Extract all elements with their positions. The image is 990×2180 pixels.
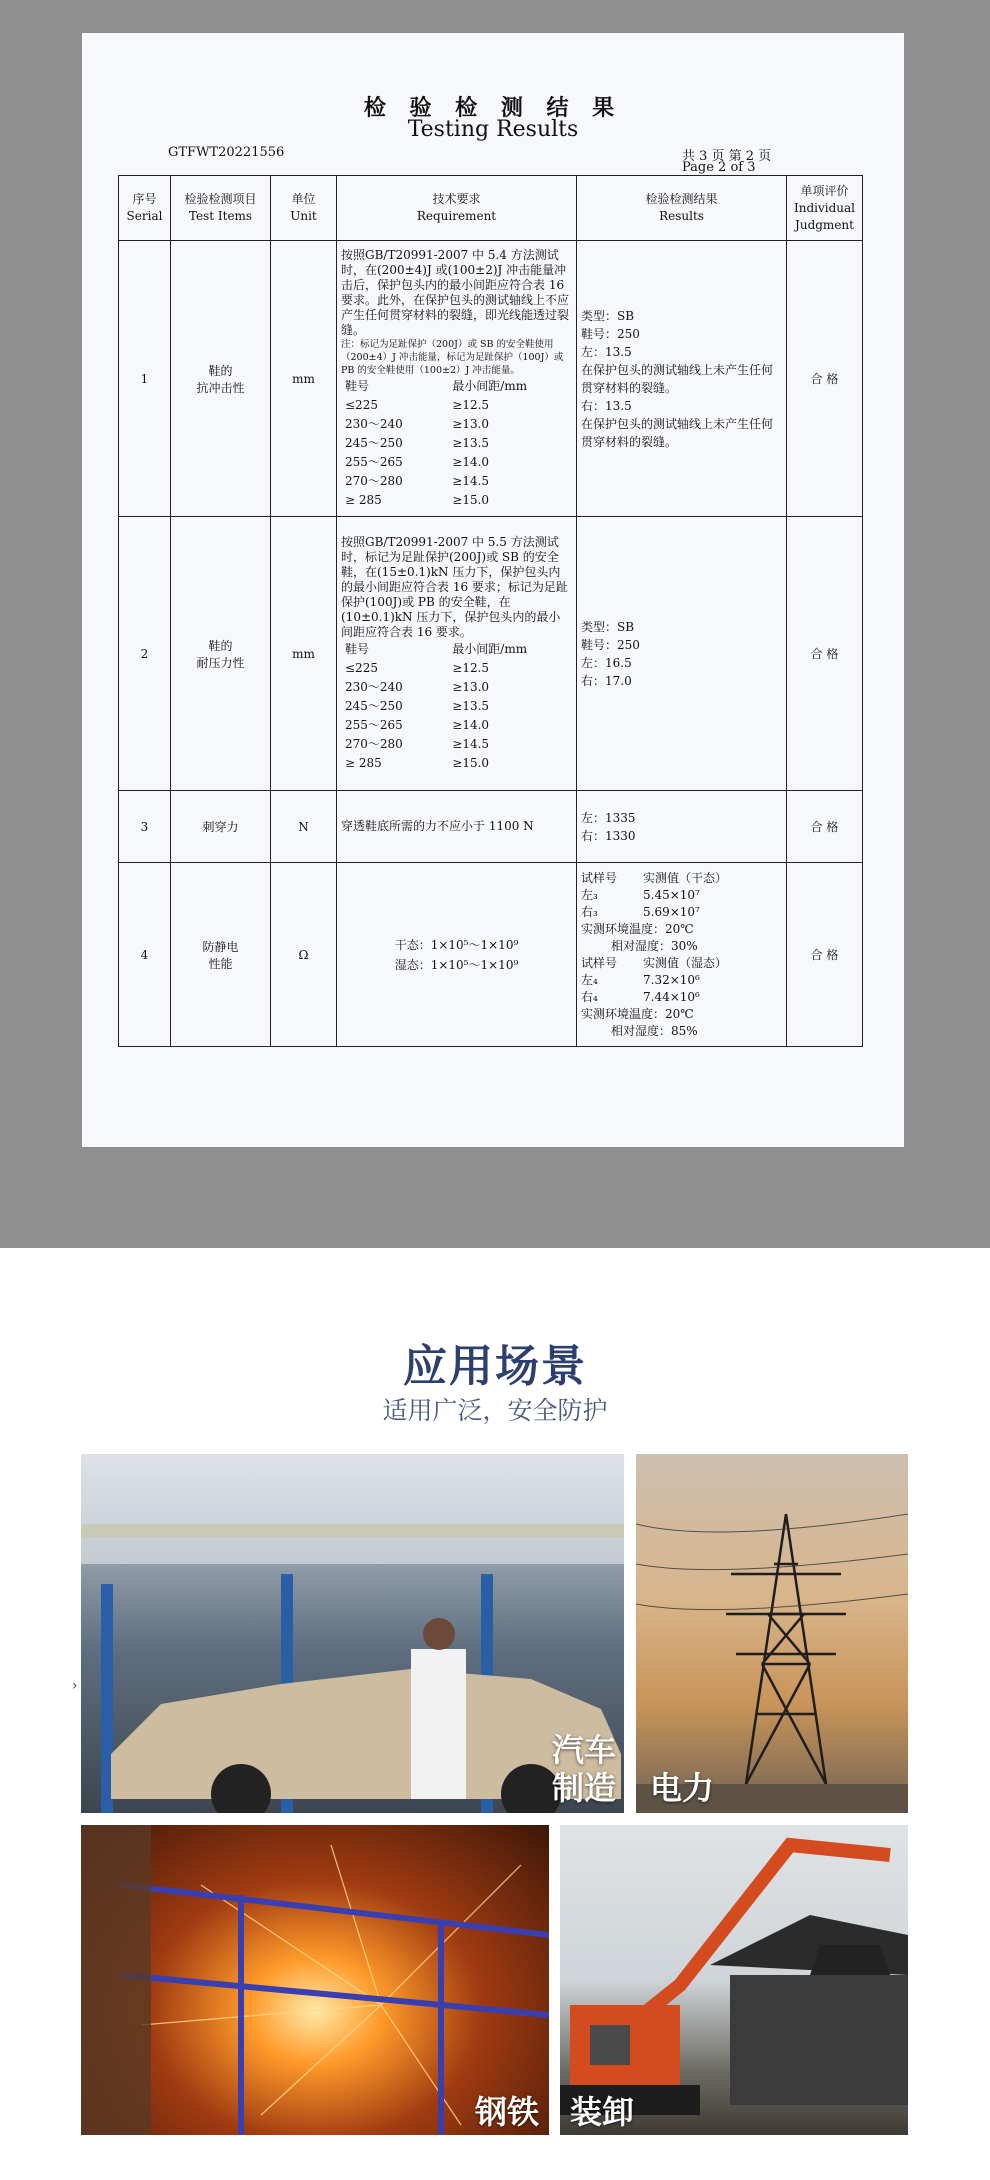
- scene-label: 电力: [650, 1769, 715, 1807]
- row-judgment: 合 格: [787, 791, 863, 863]
- table-row: [119, 863, 863, 1047]
- results-table: [118, 175, 863, 1047]
- scene-electric-power: [636, 1454, 908, 1813]
- row-unit: N: [271, 791, 337, 863]
- size-table: 鞋号 最小间距/mm ≤225 ≥12.5 230～240 ≥13.0 245～250 ≥13.5 255～265 ≥14.0 270～280 ≥14.5 ≥ 285 ≥15.0: [345, 641, 528, 770]
- row-requirement: [337, 517, 577, 791]
- header-judgment: 单项评价 Individual Judgment: [787, 176, 863, 241]
- requirement-text: 按照GB/T20991-2007 中 5.4 方法测试时，在(200±4)J 或(100±2)J 冲击能量冲击后，保护包头内的最小间距应符合表 16 要求。此外，在保护包头的测试轴线上不应产生任何贯穿材料的裂缝，即光线能透过裂缝。: [341, 247, 570, 337]
- page-number-cn: 共 3 页 第 2 页: [682, 149, 772, 164]
- row-unit: Ω: [271, 863, 337, 1047]
- row-item: 刺穿力: [171, 791, 271, 863]
- row-unit: mm: [271, 517, 337, 791]
- table-row: [119, 517, 863, 791]
- size-table: 鞋号 最小间距/mm ≤225 ≥12.5 230～240 ≥13.0 245～250 ≥13.5 255～265 ≥14.0 270～280 ≥14.5 ≥ 285 ≥15.0: [345, 378, 528, 507]
- scene-label: 汽车 制造: [551, 1731, 616, 1807]
- row-serial: 3: [119, 791, 171, 863]
- steel-sparks-illustration: [81, 1825, 549, 2135]
- row-unit: mm: [271, 241, 337, 517]
- car-factory-illustration: [81, 1454, 624, 1813]
- scene-car-manufacturing: [81, 1454, 624, 1813]
- scene-steel: [81, 1825, 549, 2135]
- header-unit: 单位 Unit: [271, 176, 337, 241]
- row-item: 鞋的 耐压力性: [171, 517, 271, 791]
- test-report-page: [82, 33, 904, 1147]
- table-row: [119, 241, 863, 517]
- row-requirement: [337, 241, 577, 517]
- requirement-note: 注：标记为足趾保护（200J）或 SB 的安全鞋使用（200±4）J 冲击能量，标记为足趾保护（100J）或 PB 的安全鞋使用（100±2）J 冲击能量。: [341, 338, 564, 376]
- row-results: 类型：SB 鞋号：250 左：13.5 在保护包头的测试轴线上未产生任何贯穿材料的裂缝。 右：13.5 在保护包头的测试轴线上未产生任何贯穿材料的裂缝。: [577, 241, 787, 517]
- header-requirement: 技术要求 Requirement: [337, 176, 577, 241]
- header-results: 检验检测结果 Results: [577, 176, 787, 241]
- row-results: 类型：SB 鞋号：250 左：16.5 右：17.0: [577, 517, 787, 791]
- header-test-items: 检验检测项目 Test Items: [171, 176, 271, 241]
- scene-label: 钢铁: [474, 2093, 539, 2131]
- requirement-text: 按照GB/T20991-2007 中 5.5 方法测试时，标记为足趾保护(200J)或 SB 的安全鞋，在(15±0.1)kN 压力下，保护包头内的最小间距应符合表 16 要求；标记为足趾保护(100J)或 PB 的安全鞋，在(10±0.1)kN 压力下，保护包头内的最小间距应符合表 16 要求。: [341, 534, 568, 639]
- section-title: 应用场景: [403, 1341, 587, 1392]
- row-judgment: 合 格: [787, 863, 863, 1047]
- row-item: 鞋的 抗冲击性: [171, 241, 271, 517]
- page-number-en: Page 2 of 3: [682, 160, 756, 175]
- scene-label: 装卸: [570, 2093, 635, 2131]
- scene-loading: [560, 1825, 908, 2135]
- row-serial: 2: [119, 517, 171, 791]
- row-judgment: 合 格: [787, 517, 863, 791]
- row-requirement: 穿透鞋底所需的力不应小于 1100 N: [337, 791, 577, 863]
- row-serial: 4: [119, 863, 171, 1047]
- report-title-cn: 检 验 检 测 结 果: [363, 95, 623, 121]
- chevron-right-icon: ›: [72, 1678, 78, 1694]
- section-subtitle: 适用广泛，安全防护: [382, 1396, 608, 1425]
- table-row: [119, 791, 863, 863]
- row-item: 防静电 性能: [171, 863, 271, 1047]
- header-serial: 序号 Serial: [119, 176, 171, 241]
- row-judgment: 合 格: [787, 241, 863, 517]
- row-results: 试样号 实测值（干态） 左₃ 5.45×10⁷ 右₃ 5.69×10⁷ 实测环境温度：20℃ 相对湿度：30% 试样号 实测值（湿态） 左₄ 7.32×10⁶ 右₄ 7.44×10⁶ 实测环境温度：20℃ 相对湿度：85%: [577, 863, 787, 1047]
- table-header-row: [119, 176, 863, 241]
- report-code: GTFWT20221556: [168, 145, 285, 160]
- power-tower-illustration: [636, 1454, 908, 1813]
- row-serial: 1: [119, 241, 171, 517]
- report-title-en: Testing Results: [407, 117, 579, 142]
- excavator-illustration: [560, 1825, 908, 2135]
- row-results: 左：1335 右：1330: [577, 791, 787, 863]
- row-requirement: 干态：1×10⁵～1×10⁹ 湿态：1×10⁵～1×10⁹: [337, 863, 577, 1047]
